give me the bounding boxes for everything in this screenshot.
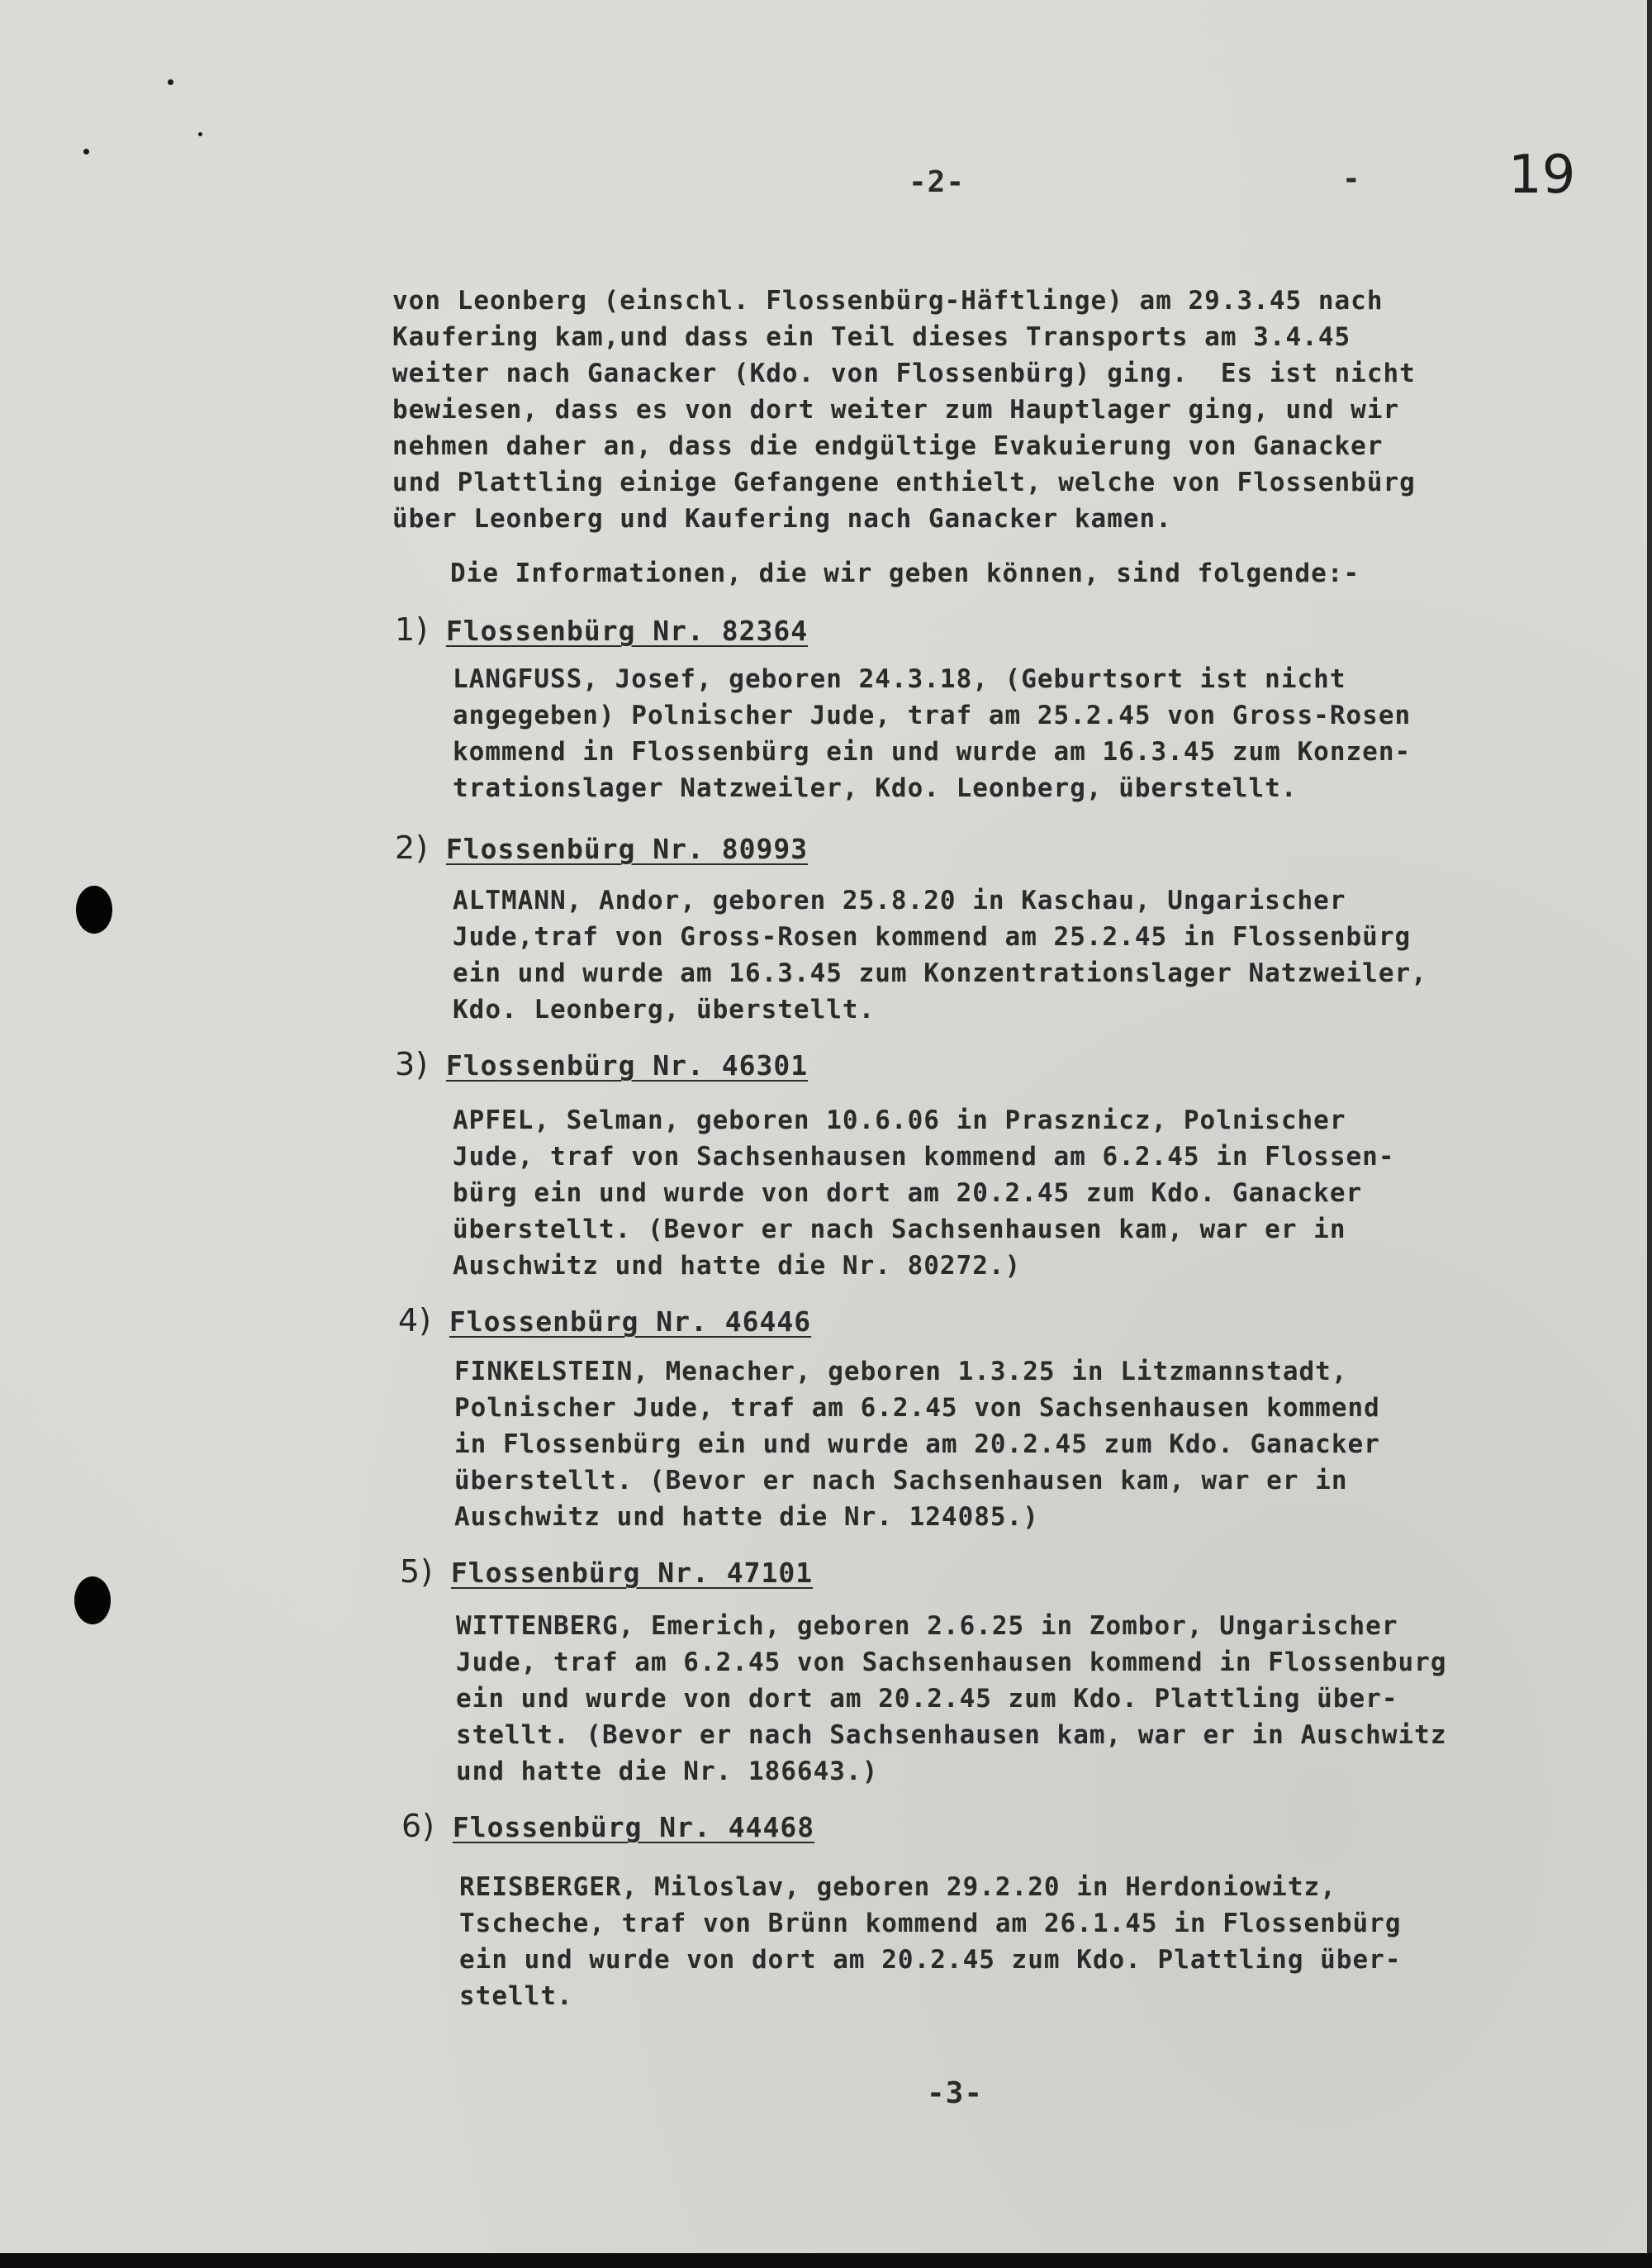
- speck: [168, 79, 173, 85]
- item-paragraph: [456, 1608, 1446, 1790]
- text-line: ALTMANN, Andor, geboren 25.8.20 in Kaschau, Ungarischer: [453, 886, 1346, 915]
- speck: [198, 132, 202, 136]
- item-heading: [400, 1553, 813, 1590]
- text-line: ein und wurde von dort am 20.2.45 zum Kdo. Plattling über-: [456, 1684, 1398, 1714]
- item-number: 2): [395, 830, 430, 866]
- text-line: bewiesen, dass es von dort weiter zum Hauptlager ging, und wir: [392, 395, 1400, 425]
- text-line: Auschwitz und hatte die Nr. 124085.): [454, 1502, 1039, 1532]
- text-line: bürg ein und wurde von dort am 20.2.45 zum Kdo. Ganacker: [453, 1178, 1363, 1208]
- page-number: -2-: [909, 165, 966, 199]
- lead-in: Die Informationen, die wir geben können, sind folgende:-: [450, 559, 1360, 588]
- prisoner-reference: Flossenbürg Nr. 82364: [445, 615, 809, 647]
- text-line: weiter nach Ganacker (Kdo. von Flossenbürg) ging. Es ist nicht: [392, 359, 1416, 388]
- text-line: Tscheche, traf von Brünn kommend am 26.1.45 in Flossenbürg: [459, 1909, 1402, 1938]
- text-line: von Leonberg (einschl. Flossenbürg-Häftlinge) am 29.3.45 nach: [392, 286, 1384, 316]
- prisoner-reference: Flossenbürg Nr. 47101: [450, 1557, 814, 1589]
- text-line: Jude, traf am 6.2.45 von Sachsenhausen kommend in Flossenburg: [456, 1648, 1447, 1677]
- text-line: Auschwitz und hatte die Nr. 80272.): [453, 1251, 1022, 1281]
- scan-edge-right: [1647, 0, 1652, 2268]
- text-line: Jude, traf von Sachsenhausen kommend am 6.2.45 in Flossen-: [453, 1142, 1395, 1172]
- scan-edge-bottom: [0, 2253, 1652, 2268]
- text-line: LANGFUSS, Josef, geboren 24.3.18, (Geburtsort ist nicht: [453, 664, 1346, 694]
- item-heading: [398, 1302, 811, 1338]
- text-line: überstellt. (Bevor er nach Sachsenhausen kam, war er in: [454, 1466, 1348, 1495]
- text-line: ein und wurde am 16.3.45 zum Konzentrationslager Natzweiler,: [453, 958, 1427, 988]
- prisoner-reference: Flossenbürg Nr. 44468: [452, 1811, 815, 1843]
- text-line: Polnischer Jude, traf am 6.2.45 von Sachsenhausen kommend: [454, 1393, 1380, 1423]
- text-line: FINKELSTEIN, Menacher, geboren 1.3.25 in Litzmannstadt,: [454, 1357, 1348, 1386]
- text-line: und hatte die Nr. 186643.): [456, 1757, 879, 1786]
- item-heading: [395, 830, 808, 866]
- item-number: 6): [401, 1808, 436, 1844]
- text-line: in Flossenbürg ein und wurde am 20.2.45 zum Kdo. Ganacker: [454, 1429, 1380, 1459]
- text-line: trationslager Natzweiler, Kdo. Leonberg, überstellt.: [453, 773, 1298, 803]
- item-paragraph: [453, 661, 1411, 806]
- item-paragraph: [453, 882, 1427, 1028]
- text-line: Jude,traf von Gross-Rosen kommend am 25.2.45 in Flossenbürg: [453, 922, 1412, 952]
- speck: [83, 149, 89, 155]
- item-paragraph: [459, 1869, 1402, 2014]
- item-number: 3): [395, 1046, 430, 1082]
- punch-hole-lower: [74, 1576, 111, 1624]
- text-line: kommend in Flossenbürg ein und wurde am 16.3.45 zum Konzen-: [453, 737, 1412, 767]
- punch-hole-upper: [76, 886, 112, 934]
- item-number: 1): [395, 611, 430, 648]
- next-page-marker: -3-: [927, 2076, 984, 2110]
- dash-mark: -: [1342, 162, 1361, 196]
- item-paragraph: [454, 1353, 1380, 1535]
- prisoner-reference: Flossenbürg Nr. 46301: [445, 1049, 809, 1082]
- prisoner-reference: Flossenbürg Nr. 80993: [445, 833, 809, 865]
- text-line: nehmen daher an, dass die endgültige Evakuierung von Ganacker: [392, 431, 1384, 461]
- item-number: 4): [398, 1302, 433, 1338]
- text-line: Kaufering kam,und dass ein Teil dieses Transports am 3.4.45: [392, 322, 1351, 352]
- item-paragraph: [453, 1102, 1395, 1284]
- archive-page-number: 19: [1508, 145, 1576, 206]
- text-line: stellt. (Bevor er nach Sachsenhausen kam, war er in Auschwitz: [456, 1720, 1447, 1750]
- text-line: stellt.: [459, 1981, 573, 2011]
- intro-paragraph: [392, 283, 1416, 537]
- prisoner-reference: Flossenbürg Nr. 46446: [449, 1305, 812, 1338]
- text-line: über Leonberg und Kaufering nach Ganacker kamen.: [392, 504, 1172, 534]
- text-line: überstellt. (Bevor er nach Sachsenhausen kam, war er in: [453, 1215, 1346, 1244]
- text-line: und Plattling einige Gefangene enthielt, welche von Flossenbürg: [392, 468, 1416, 497]
- item-heading: [395, 1046, 808, 1082]
- text-line: WITTENBERG, Emerich, geboren 2.6.25 in Zombor, Ungarischer: [456, 1611, 1398, 1641]
- text-line: Kdo. Leonberg, überstellt.: [453, 995, 876, 1025]
- item-heading: [401, 1808, 814, 1844]
- text-line: angegeben) Polnischer Jude, traf am 25.2.45 von Gross-Rosen: [453, 701, 1412, 730]
- text-line: APFEL, Selman, geboren 10.6.06 in Prasznicz, Polnischer: [453, 1105, 1346, 1135]
- item-number: 5): [400, 1553, 434, 1590]
- text-line: REISBERGER, Miloslav, geboren 29.2.20 in Herdoniowitz,: [459, 1872, 1336, 1902]
- item-heading: [395, 611, 808, 648]
- text-line: ein und wurde von dort am 20.2.45 zum Kdo. Plattling über-: [459, 1945, 1402, 1975]
